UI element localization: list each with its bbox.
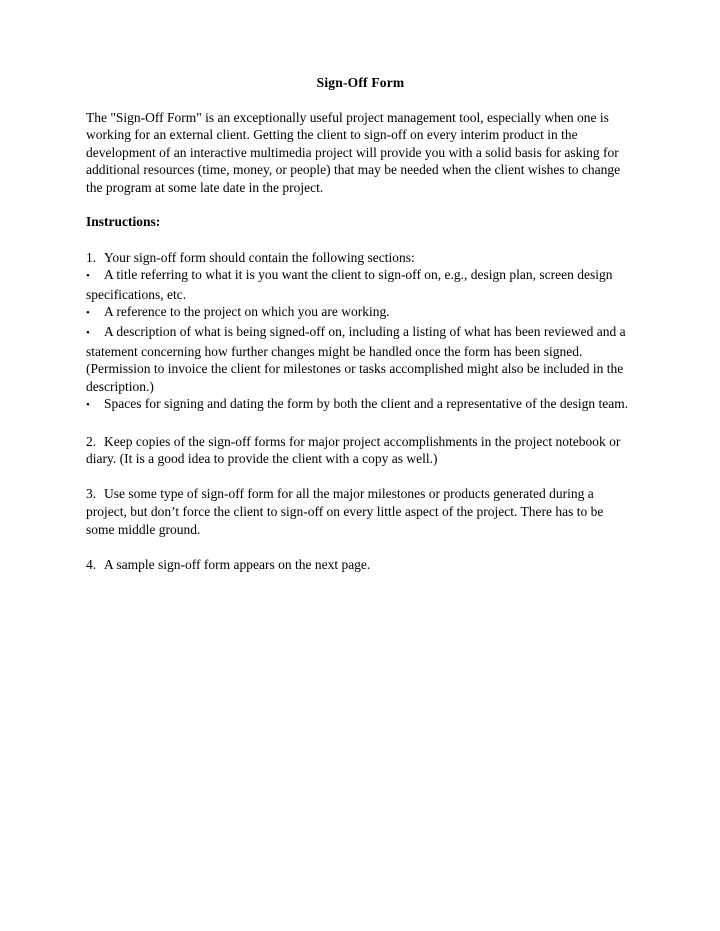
intro-paragraph: The "Sign-Off Form" is an exceptionally useful project management tool, especially when one is working for an external client. Getting the client to sign-off on every interim product in the development of an interactive multimedia project will provide you with a solid basis for asking for additional resources (time, money, or people) that may be needed when the client wishes to change the program at some late date in the project. xyxy=(86,109,621,195)
list-item-text: A reference to the project on which you are working. xyxy=(104,304,390,320)
instructions-heading: Instructions: xyxy=(86,214,161,230)
list-item-marker: 2. xyxy=(86,433,97,449)
bullet-list xyxy=(86,266,635,415)
list-item-text: A title referring to what it is you want the client to sign-off on, e.g., design plan, screen design specifications, etc. xyxy=(86,267,613,302)
list-item-marker: 3. xyxy=(86,486,97,502)
instruction-list xyxy=(86,249,635,574)
list-item-text: Spaces for signing and dating the form by both the client and a representative of the design team. xyxy=(104,396,629,412)
list-item xyxy=(86,485,635,538)
list-item xyxy=(86,395,635,415)
bullet-icon: • xyxy=(86,307,90,320)
document-content xyxy=(86,74,635,573)
list-item-text: Use some type of sign-off form for all the major milestones or products generated during a project, but don’t force the client to sign-off on every little aspect of the project. There has to be some middle ground. xyxy=(86,486,604,537)
list-item-marker: 1. xyxy=(86,249,97,265)
list-item-marker: 4. xyxy=(86,556,97,572)
list-item-text: Keep copies of the sign-off forms for major project accomplishments in the project notebook or diary. (It is a good idea to provide the client with a copy as well.) xyxy=(86,433,621,467)
list-item-text: Your sign-off form should contain the following sections: xyxy=(104,249,415,265)
list-item xyxy=(86,266,635,303)
list-item xyxy=(86,433,635,468)
list-item-text: A description of what is being signed-off on, including a listing of what has been reviewed and a statement concerning how further changes might be handled once the form has been signed. (Permission to invoice the client for milestones or tasks accomplished might also be included in the description.) xyxy=(86,324,626,394)
list-item-text: A sample sign-off form appears on the next page. xyxy=(104,556,371,572)
bullet-icon: • xyxy=(86,399,90,412)
list-item xyxy=(86,556,635,574)
list-item xyxy=(86,249,635,267)
page-title: Sign-Off Form xyxy=(316,75,405,90)
bullet-icon: • xyxy=(86,327,90,340)
list-item xyxy=(86,323,635,395)
list-item xyxy=(86,303,635,323)
bullet-icon: • xyxy=(86,270,90,283)
